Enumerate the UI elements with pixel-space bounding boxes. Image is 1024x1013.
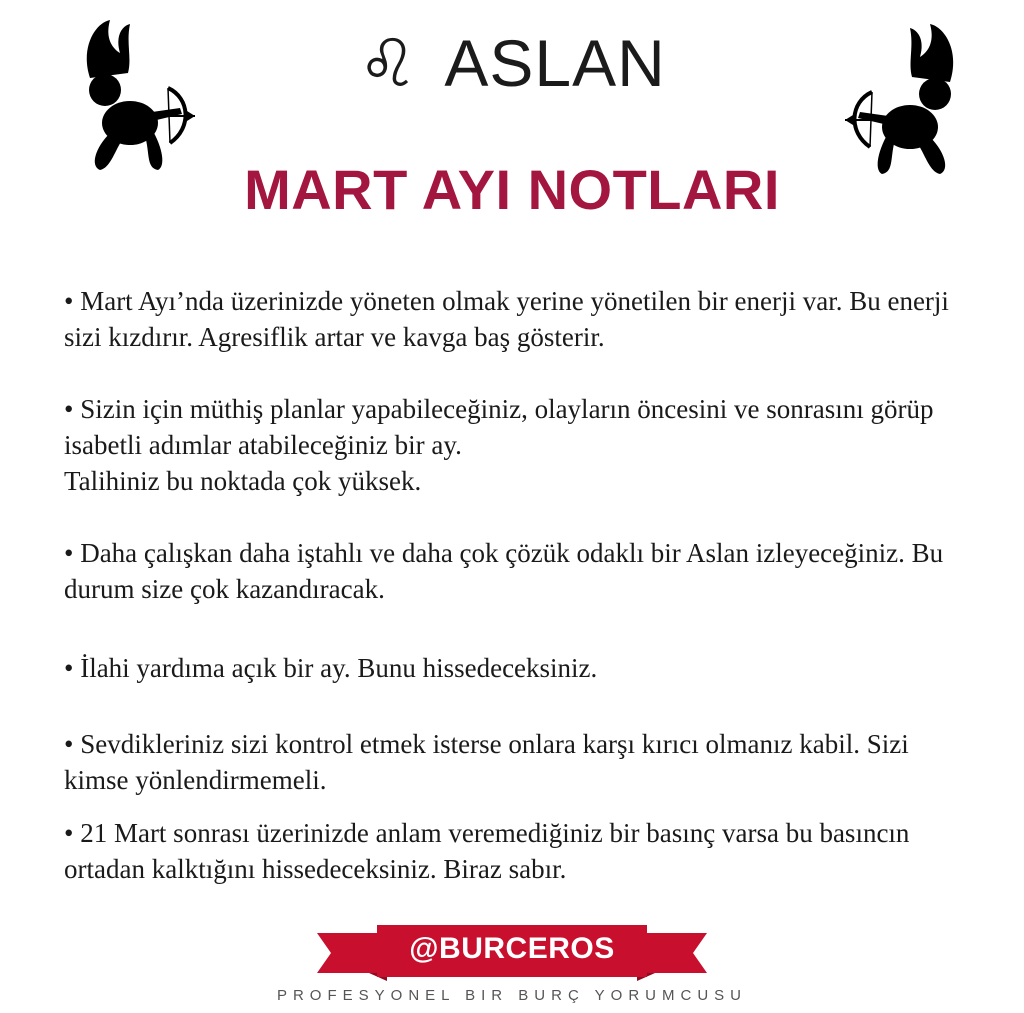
note-text: 21 Mart sonrası üzerinizde anlam veremediğiniz bir basınç varsa bu basıncın ortadan kalktığını hissedeceksiniz. Biraz sabır. <box>64 818 910 884</box>
note-item <box>64 283 964 355</box>
bullet: • <box>64 538 74 568</box>
note-item <box>64 391 964 499</box>
bullet: • <box>64 653 74 683</box>
tagline: PROFESYONEL BIR BURÇ YORUMCUSU <box>276 987 748 1004</box>
note-item <box>64 815 964 887</box>
bullet: • <box>64 286 74 316</box>
title-text: ASLAN <box>444 26 666 100</box>
handle-label: @BURCEROS <box>409 932 615 965</box>
bullet: • <box>64 818 74 848</box>
note-text: Mart Ayı’nda üzerinizde yöneten olmak yerine yönetilen bir enerji var. Bu enerji sizi kızdırır. Agresiflik artar ve kavga baş gösterir. <box>64 286 949 352</box>
note-item <box>64 535 964 607</box>
page-title <box>0 25 1024 102</box>
note-text: Sizin için müthiş planlar yapabileceğiniz, olayların öncesini ve sonrasını görüp isabetli adımlar atabileceğiniz bir ay. <box>64 394 934 460</box>
leo-sign-icon: ♌ <box>358 25 419 102</box>
page-subtitle: MART AYI NOTLARI <box>244 158 780 221</box>
note-text: Sevdikleriniz sizi kontrol etmek isterse onlara karşı kırıcı olmanız kabil. Sizi kimse yönlendirmemeli. <box>64 729 909 795</box>
note-text: Talihiniz bu noktada çok yüksek. <box>64 466 422 496</box>
note-text: İlahi yardıma açık bir ay. Bunu hissedeceksiniz. <box>80 653 598 683</box>
bullet: • <box>64 729 74 759</box>
bullet: • <box>64 394 74 424</box>
note-text: Daha çalışkan daha iştahlı ve daha çok çözük odaklı bir Aslan izleyeceğiniz. Bu durum size çok kazandıracak. <box>64 538 944 604</box>
note-item <box>64 650 597 686</box>
note-item <box>64 726 964 798</box>
